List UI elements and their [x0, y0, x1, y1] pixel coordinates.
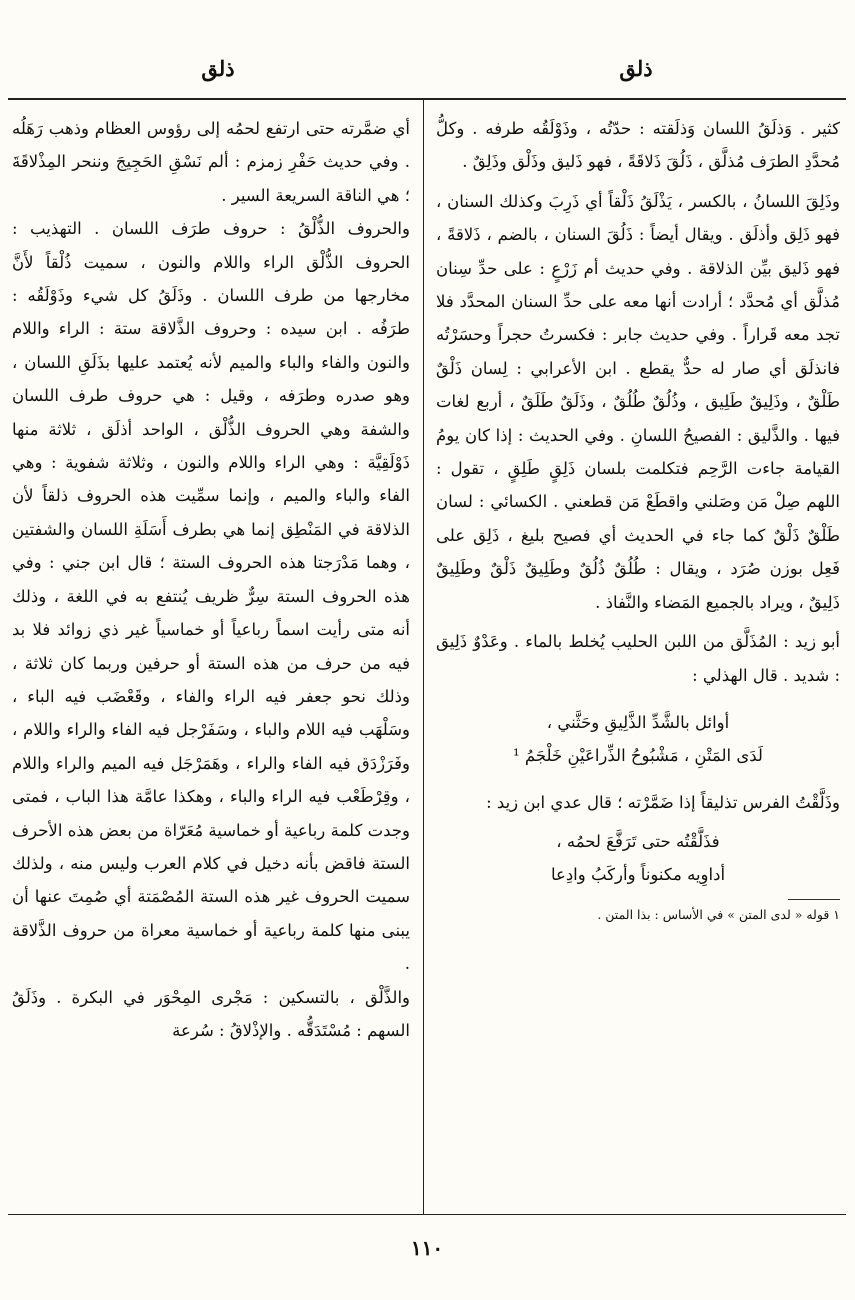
footer-rule: [8, 1214, 846, 1215]
verse-line: أداوِيه مكنوناً وأركَبُ وادِعا: [550, 865, 726, 885]
paragraph: وذَلِقَ اللسانُ ، بالكسر ، يَذْلَقُ ذَلْقاً أي ذَرِبَ وكذلك السنان ، فهو ذَلِق وأذلَق . ويقال أيضاً : ذَلُقَ السنان ، بالضم ، ذَلاقةً ، فهو ذَليق بيِّن الذلاقة . وفي حديث أم زَرْعٍ : على حدِّ سِنان مُذلَّق أي مُحدَّد ؛ أرادت أنها معه على حدِّ السنان المحدَّد فلا تجد معه قَراراً . وفي حديث جابر : فكسرتُ حجراً وحسَرْتُه فانذلَق أي صار له حدٌّ يقطع . ابن الأعرابي : لِسان ذَلْقٌ طَلْقٌ ، وذَلِيقٌ طَلِيق ، وذُلُقٌ طُلُقٌ ، وذَلَقٌ طَلَقٌ ، أربع لغات فيها . والذَّليق : الفصيحُ اللسانِ . وفي الحديث : إذا كان يومُ القيامة جاءت الرَّحِم فتكلمت بلسان ذَلِقٍ طَلِقٍ ، تقول : اللهم صِلْ مَن وصَلني واقطَعْ مَن قطعني . الكسائي : لسان طَلْقٌ ذَلْقٌ كما جاء في الحديث أي فصيح بليغ ، ذَلِق على فَعِل بوزن صُرَد ، ويقال : طُلُقٌ ذُلُقٌ وطَلِيقٌ ذَلْقٌ وطَلِيقٌ ذَلِيقٌ ، ويراد بالجميع المَضاء والنَّفاذ .: [436, 191, 840, 612]
left-column: [12, 112, 410, 1210]
footnote-rule: [788, 899, 840, 900]
running-header-right: ذلق: [619, 56, 653, 81]
paragraph: أي ضمَّرته حتى ارتفع لحمُه إلى رؤوس العظام وذهب رَهَلُه . وفي حديث حَفْرِ زمزم : ألم نَسْقِ الحَجِيجَ وننحر المِذْلاقَةَ ؛ هي الناقة السريعة السير .: [12, 119, 410, 205]
verse-line: لَدَى المَتْنِ ، مَشْبُوحُ الذِّراعَيْنِ خَلْجَمُ ¹: [513, 745, 763, 765]
right-column: [436, 112, 840, 1210]
page-number: ١١٠: [410, 1236, 444, 1260]
column-divider: [423, 100, 424, 1214]
paragraph: والحروف الذُّلْقُ : حروف طرَف اللسان . التهذيب : الحروف الذُّلْق الراء واللام والنون ، سميت ذُلْقاً لأَنَّ مخارجها من طرف اللسان . وذَلَقُ كل شيء وذَوْلَقُه : طرَفُه . ابن سيده : وحروف الذَّلاقة ستة : الراء واللام والنون والفاء والباء والميم لأنه يُعتمد عليها بذَلَقِ اللسان ، وهو صدره وطرَفه ، وقيل : هي حروف طرف اللسان والشفة وهي الحروف الذُّلْق ، الواحد أذلَق ، ثلاثة منها ذَوْلَقِيَّة : وهي الراء واللام والنون ، وثلاثة شفوية : وهي الفاء والباء والميم ، وإنما سمِّيت هذه الحروف ذلقاً لأن الذلاقة في المَنْطِق إنما هي بطرف أَسَلَةِ اللسان والشفتين ، وهما مَدْرَجتا هذه الحروف الستة ؛ قال ابن جني : وفي هذه الحروف الستة سِرٌّ ظريف يُنتفع به في اللغة ، وذلك أنه متى رأيت اسماً رباعياً أو خماسياً غير ذي زوائد فلا بد فيه من حرف من هذه الستة أو حرفين وربما كان ثلاثة ، وذلك نحو جعفر فيه الراء والفاء ، وقَعْضَب فيه الباء ، وسَلْهَب فيه اللام والباء ، وسَفَرْجل فيه الفاء والراء واللام ، وفَرَزْدَق فيه الفاء والراء ، وهَمَرْجَل فيه الميم والراء واللام ، وقِرْطَعْب فيه الراء والباء ، وهكذا عامَّة هذا الباب ، فمتى وجدت كلمة رباعية أو خماسية مُعَرّاة من بعض هذه الأحرف الستة فاقض بأنه دخيل في كلام العرب وليس منه ، ولذلك سميت الحروف غير هذه الستة المُصْمَتة أي صُمِتَ عنها أن يبنى منها كلمة رباعية أو خماسية معراة من حروف الذَّلاقة .: [12, 219, 410, 974]
running-header-left: ذلق: [201, 56, 235, 81]
paragraph: كثير . وَذلَقُ اللسان وَذلَقته : حدّتُه ، وذَوْلَقُه طرفه . وكلُّ مُحدَّدِ الطرَف مُذلَّق ، ذَلُقَ ذَلاقَةً ، فهو ذَليق وذَلْق وذَلِقٌ .: [436, 119, 840, 172]
footnote: ١ قوله « لدى المتن » في الأساس : بذا المتن .: [597, 907, 840, 923]
verse-line: فذَلَّقْتُه حتى تَرَفَّعَ لحمُه ،: [556, 832, 720, 852]
paragraph: أبو زيد : المُذَلَّق من اللبن الحليب يُخلط بالماء . وعَدْوٌ ذَلِيق : شديد . قال الهذلي :: [436, 632, 840, 685]
verse-line: أوائل بالشَّدِّ الذَّلِيقِ وحَثَّني ،: [546, 712, 730, 732]
paragraph: وذَلَّقْتُ الفرس تذليقاً إذا ضَمَّرْته ؛ قال عدي ابن زيد :: [486, 792, 840, 812]
header-rule: [8, 98, 846, 100]
paragraph: والذَّلْق ، بالتسكين : مَجْرى المِحْوَر في البكرة . وذَلَقُ السهم : مُسْتَدَقُّه . والإذْلاقُ : سُرعة: [12, 987, 410, 1040]
